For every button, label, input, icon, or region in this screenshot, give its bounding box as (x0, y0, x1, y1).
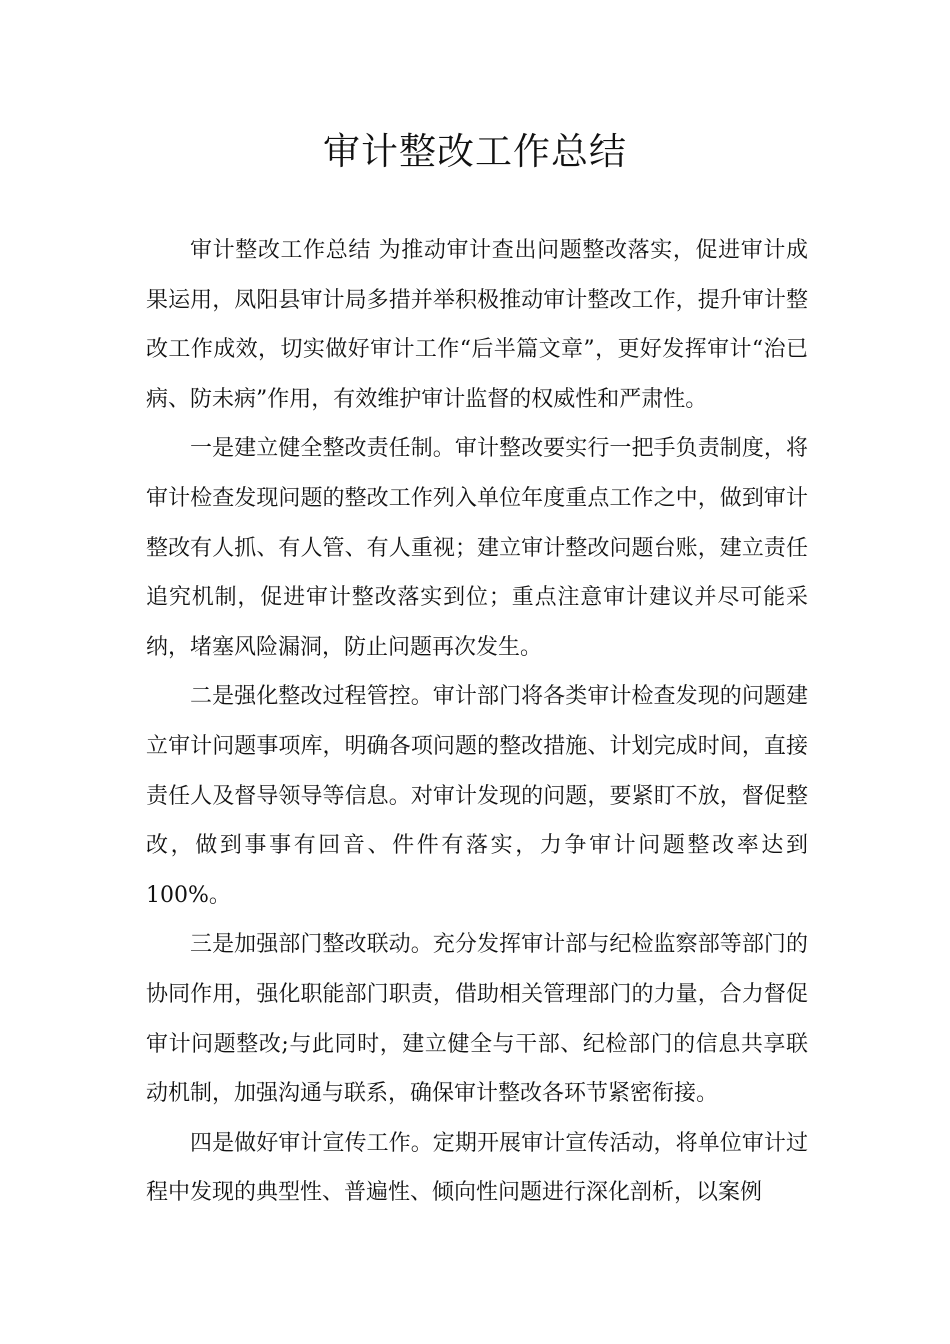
document-body (146, 226, 808, 1218)
paragraph-four: 四是做好审计宣传工作。定期开展审计宣传活动，将单位审计过程中发现的典型性、普遍性、倾向性问题进行深化剖析，以案例 (146, 1130, 808, 1206)
document-title: 审计整改工作总结 (323, 130, 627, 173)
paragraph-two: 二是强化整改过程管控。审计部门将各类审计检查发现的问题建立审计问题事项库，明确各项问题的整改措施、计划完成时间，直接责任人及督导领导等信息。对审计发现的问题，要紧盯不放，督促整改，做到事事有回音、件件有落实，力争审计问题整改率达到100%。 (146, 684, 808, 908)
paragraph-one: 一是建立健全整改责任制。审计整改要实行一把手负责制度，将审计检查发现问题的整改工作列入单位年度重点工作之中，做到审计整改有人抓、有人管、有人重视；建立审计整改问题台账，建立责任追究机制，促进审计整改落实到位；重点注意审计建议并尽可能采纳，堵塞风险漏洞，防止问题再次发生。 (146, 436, 808, 660)
paragraph-intro: 审计整改工作总结 为推动审计查出问题整改落实，促进审计成果运用，凤阳县审计局多措并举积极推动审计整改工作，提升审计整改工作成效，切实做好审计工作“后半篇文章”，更好发挥审计“治已病、防未病”作用，有效维护审计监督的权威性和严肃性。 (146, 238, 808, 412)
paragraph-three: 三是加强部门整改联动。充分发挥审计部与纪检监察部等部门的协同作用，强化职能部门职责，借助相关管理部门的力量，合力督促审计问题整改;与此同时，建立健全与干部、纪检部门的信息共享联动机制，加强沟通与联系，确保审计整改各环节紧密衔接。 (146, 932, 808, 1107)
